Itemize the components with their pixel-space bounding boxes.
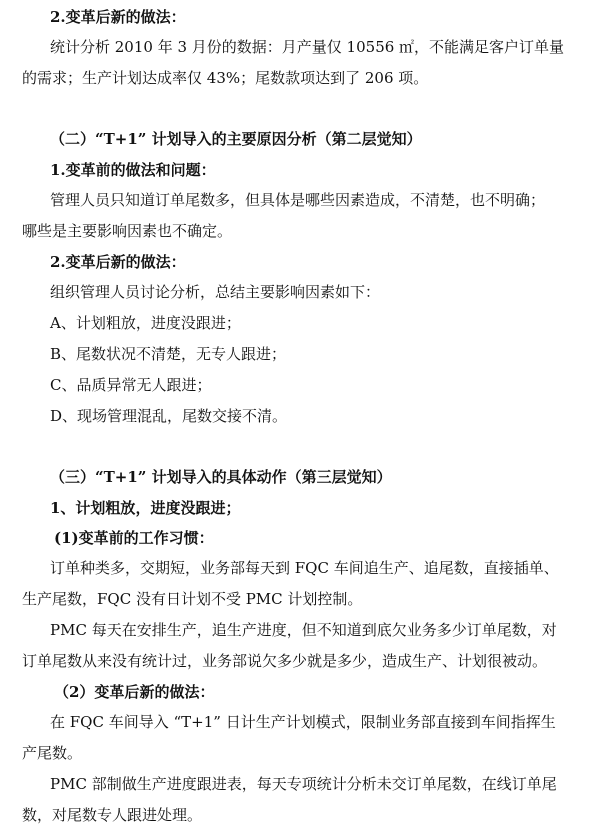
paragraph-line: 统计分析 2010 年 3 月份的数据：月产量仅 10556 ㎡，不能满足客户订单量 (50, 38, 565, 56)
heading-after-changes-2: 2.变革后新的做法： (50, 252, 186, 271)
list-item: A、计划粗放，进度没跟进； (50, 314, 241, 332)
paragraph-line: 生产尾数，FQC 没有日计划不受 PMC 计划控制。 (22, 590, 363, 608)
heading-after-changes-3: （2）变革后新的做法： (54, 682, 215, 701)
paragraph-line: 管理人员只知道订单尾数多，但具体是哪些因素造成，不清楚，也不明确； (50, 191, 546, 209)
section-title-3: （三）“T+1” 计划导入的具体动作（第三层觉知） (50, 468, 392, 486)
paragraph-line: 订单种类多，交期短，业务部每天到 FQC 车间追生产、追尾数，直接插单、 (50, 559, 559, 577)
spacer (22, 94, 590, 124)
list-item: D、现场管理混乱，尾数交接不清。 (50, 407, 288, 425)
paragraph-line: PMC 部制做生产进度跟进表，每天专项统计分析未交订单尾数，在线订单尾 (50, 775, 557, 793)
section-title-2: （二）“T+1” 计划导入的主要原因分析（第二层觉知） (50, 130, 422, 148)
list-item: C、品质异常无人跟进； (50, 376, 212, 394)
paragraph-line: 哪些是主要影响因素也不确定。 (22, 222, 233, 240)
list-intro: 组织管理人员讨论分析，总结主要影响因素如下： (50, 283, 381, 301)
spacer (22, 432, 590, 462)
heading-after-changes-1: 2.变革后新的做法： (50, 7, 186, 26)
paragraph-line: 产尾数。 (22, 744, 83, 762)
paragraph-line: 订单尾数从来没有统计过，业务部说欠多少就是多少，造成生产、计划很被动。 (22, 652, 548, 670)
subheading-plan: 1、计划粗放，进度没跟进； (50, 498, 241, 517)
paragraph-line: 的需求；生产计划达成率仅 43%；尾数款项达到了 206 项。 (22, 69, 429, 87)
heading-before-changes: 1.变革前的做法和问题： (50, 160, 216, 179)
list-item: B、尾数状况不清楚，无专人跟进； (50, 345, 287, 363)
heading-before-habits: (1)变革前的工作习惯： (54, 528, 214, 547)
paragraph-line: PMC 每天在安排生产，追生产进度，但不知道到底欠业务多少订单尾数，对 (50, 621, 557, 639)
paragraph-line: 数，对尾数专人跟进处理。 (22, 806, 203, 824)
paragraph-line: 在 FQC 车间导入 “T+1” 日计生产计划模式，限制业务部直接到车间指挥生 (50, 713, 556, 731)
